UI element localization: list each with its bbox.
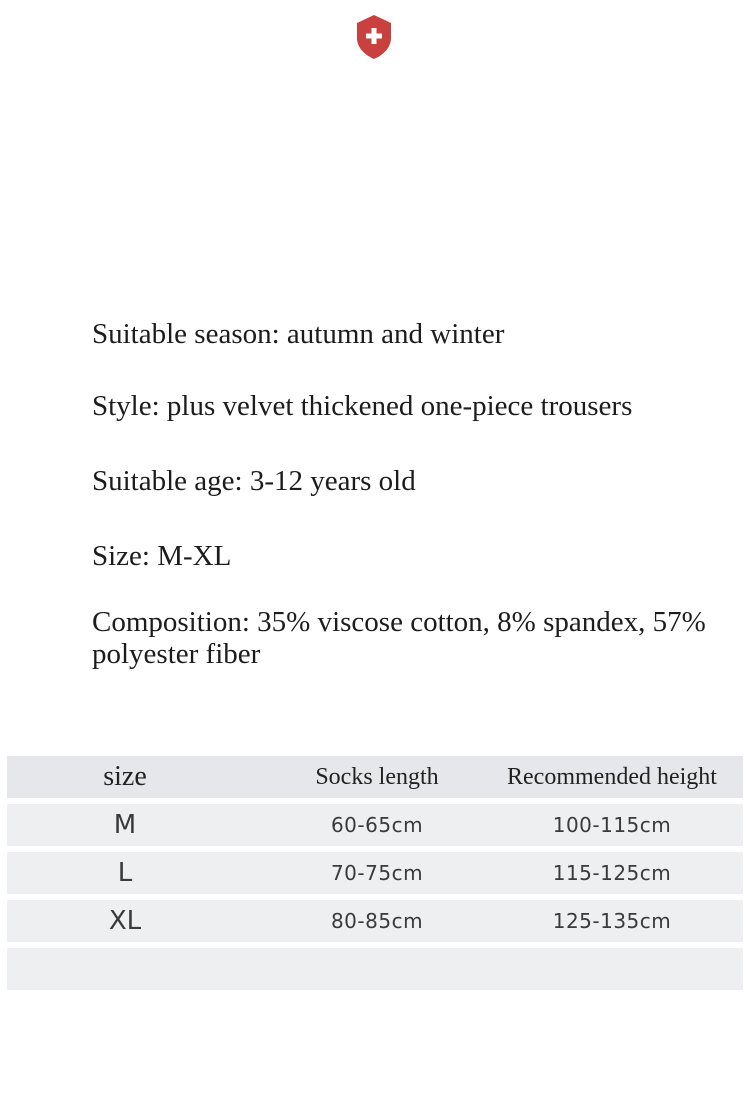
header-recommended-height: Recommended height (507, 764, 717, 790)
height-cell: 125-135cm (552, 909, 672, 933)
size-cell (55, 948, 195, 990)
socks-length-cell: 70-75cm (330, 861, 424, 885)
table-row (7, 804, 743, 846)
table-row (7, 852, 743, 894)
spec-composition: Composition: 35% viscose cotton, 8% spandex, 57% polyester fiber (92, 606, 706, 670)
socks-length-cell (297, 948, 457, 990)
spec-style: Style: plus velvet thickened one-piece trousers (92, 390, 633, 422)
height-cell: 100-115cm (552, 813, 672, 837)
table-row (7, 900, 743, 942)
size-cell: M (113, 810, 137, 840)
size-cell: XL (108, 906, 142, 936)
socks-length-cell: 60-65cm (330, 813, 424, 837)
shield-cross-icon (355, 14, 393, 60)
size-cell: L (117, 858, 133, 888)
table-row-empty (7, 948, 743, 990)
spec-age: Suitable age: 3-12 years old (92, 465, 416, 497)
height-cell (477, 948, 747, 990)
header-socks-length: Socks length (315, 764, 439, 790)
header-size: size (103, 761, 147, 792)
spec-size: Size: M-XL (92, 540, 232, 572)
table-header-row (7, 756, 743, 798)
socks-length-cell: 80-85cm (330, 909, 424, 933)
height-cell: 115-125cm (552, 861, 672, 885)
spec-season: Suitable season: autumn and winter (92, 318, 505, 350)
